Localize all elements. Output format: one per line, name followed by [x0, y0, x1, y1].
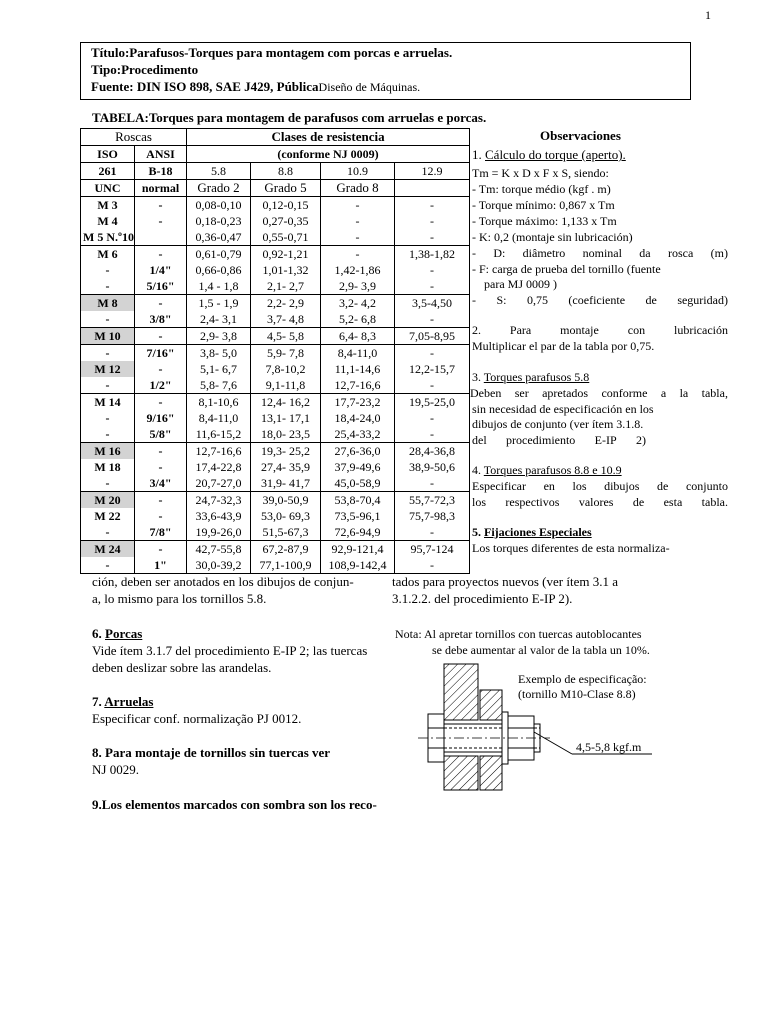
s7-l1: Especificar conf. normalização PJ 0012.: [92, 711, 302, 726]
table-row: [81, 508, 470, 524]
word: en: [543, 479, 555, 493]
table-cell: 11,1-14,6: [321, 361, 395, 377]
table-row: [81, 229, 470, 246]
word: respectivos: [505, 495, 560, 509]
table-cell: 0,55-0,71: [251, 229, 321, 246]
table-row: [81, 475, 470, 492]
word: de: [657, 479, 669, 493]
figure-example-l2: (tornillo M10-Clase 8.8): [518, 687, 636, 701]
s6-l2: deben deslizar sobre las arandelas.: [92, 660, 272, 675]
table-row: [81, 557, 470, 574]
nota-l2: se debe aumentar al valor de la tabla un 10%.: [432, 643, 650, 657]
table-cell: 27,4- 35,9: [251, 459, 321, 475]
table-cell: 18,4-24,0: [321, 410, 395, 426]
table-cell: 17,7-23,2: [321, 394, 395, 411]
table-cell: -: [395, 311, 470, 328]
table-cell: -: [81, 410, 135, 426]
table-cell: 45,0-58,9: [321, 475, 395, 492]
table-cell: 19,3- 25,2: [251, 443, 321, 460]
table-cell: 77,1-100,9: [251, 557, 321, 574]
table-cell: 2,4- 3,1: [187, 311, 251, 328]
bolt-assembly-figure: [400, 662, 690, 792]
table-cell: M 5 N.º10: [81, 229, 135, 246]
table-cell: 11,6-15,2: [187, 426, 251, 443]
torque-table: [80, 128, 470, 574]
table-row: [81, 246, 470, 263]
table-cell: -: [135, 541, 187, 558]
word: tabla.: [701, 495, 728, 509]
table-cell: -: [395, 524, 470, 541]
word: E-IP: [594, 433, 617, 447]
word: procedimiento: [506, 433, 576, 447]
table-cell: M 4: [81, 213, 135, 229]
table-cell: M 8: [81, 295, 135, 312]
plate-left-top: [444, 664, 478, 720]
table-cell: -: [321, 197, 395, 214]
table-cell: 2,1- 2,7: [251, 278, 321, 295]
fuente-bold: Fuente: DIN ISO 898, SAE J429, Pública: [91, 79, 319, 94]
figure-value: 4,5-5,8 kgf.m: [576, 740, 642, 754]
table-cell: 38,9-50,6: [395, 459, 470, 475]
obs-s3: [472, 370, 589, 385]
table-cell: 5/16": [135, 278, 187, 295]
word: de: [645, 293, 657, 307]
table-cell: M 14: [81, 394, 135, 411]
table-cell: M 18: [81, 459, 135, 475]
table-cell: 0,18-0,23: [187, 213, 251, 229]
word: los: [572, 479, 587, 493]
word: diâmetro: [522, 246, 566, 260]
table-cell: -: [395, 475, 470, 492]
word: apretados: [542, 386, 589, 400]
plate-right-top: [480, 690, 502, 720]
table-cell: 18,0- 23,5: [251, 426, 321, 443]
word: montaje: [560, 323, 599, 337]
table-row: [81, 410, 470, 426]
s6-num: 6.: [92, 626, 105, 641]
table-cell: M 3: [81, 197, 135, 214]
word: la: [679, 386, 689, 400]
word: dibujos: [604, 479, 640, 493]
table-row: [81, 459, 470, 475]
cont-l1a: ción, deben ser anotados en los dibujos de conjun-: [92, 574, 354, 589]
obs-s-line: [472, 293, 728, 308]
table-cell: 8,4-11,0: [187, 410, 251, 426]
obs-f2: para MJ 0009 ): [484, 277, 557, 291]
header-clases: Clases de resistencia: [187, 129, 470, 146]
table-cell: -: [135, 197, 187, 214]
table-cell: 33,6-43,9: [187, 508, 251, 524]
obs-s2-line2: Multiplicar el par de la tabla por 0,75.: [472, 339, 655, 353]
table-cell: 51,5-67,3: [251, 524, 321, 541]
table-cell: 12,2-15,7: [395, 361, 470, 377]
table-cell: 9,1-11,8: [251, 377, 321, 394]
obs-s3-l3: dibujos de conjunto (ver ítem 3.1.8.: [472, 417, 644, 431]
header-class-88: 8.8: [251, 163, 321, 180]
table-cell: -: [395, 557, 470, 574]
obs-s1-num: 1.: [472, 147, 485, 162]
table-cell: -: [81, 311, 135, 328]
word: con: [627, 323, 646, 337]
obs-formula: Tm = K x D x F x S, siendo:: [472, 166, 609, 180]
s7-title: Arruelas: [104, 694, 154, 709]
cont-l1b: tados para proyectos nuevos (ver ítem 3.1 a: [392, 574, 618, 589]
table-cell: 3,5-4,50: [395, 295, 470, 312]
table-cell: 13,1- 17,1: [251, 410, 321, 426]
header-conforme: (conforme NJ 0009): [187, 146, 470, 163]
table-cell: 12,4- 16,2: [251, 394, 321, 411]
table-cell: 55,7-72,3: [395, 492, 470, 509]
word: lubricación: [674, 323, 728, 337]
s8-l1: NJ 0029.: [92, 762, 139, 777]
table-cell: M 10: [81, 328, 135, 345]
obs-k: - K: 0,2 (montaje sin lubricación): [472, 230, 633, 244]
table-cell: -: [135, 295, 187, 312]
header-class-129: 12.9: [395, 163, 470, 180]
obs-s4-l1: [472, 479, 728, 494]
table-cell: 2,9- 3,8: [187, 328, 251, 345]
header-fuente: [91, 79, 420, 95]
obs-s5-num: 5.: [472, 525, 484, 539]
table-cell: 1/4": [135, 262, 187, 278]
table-cell: -: [321, 229, 395, 246]
obs-s3-title: Torques parafusos 5.8: [483, 370, 590, 384]
table-row: [81, 541, 470, 558]
table-cell: 7,8-10,2: [251, 361, 321, 377]
table-cell: -: [81, 475, 135, 492]
table-row: [81, 524, 470, 541]
table-cell: M 6: [81, 246, 135, 263]
obs-s2-line: [472, 323, 728, 338]
torque-table-body: [81, 197, 470, 574]
word: tabla,: [701, 386, 728, 400]
header-blank: [395, 180, 470, 197]
table-cell: 67,2-87,9: [251, 541, 321, 558]
table-cell: 1,4 - 1,8: [187, 278, 251, 295]
table-cell: 73,5-96,1: [321, 508, 395, 524]
table-cell: -: [135, 443, 187, 460]
header-grado8: Grado 8: [321, 180, 395, 197]
s6-title: Porcas: [105, 626, 143, 641]
table-cell: -: [81, 524, 135, 541]
word: -: [472, 293, 476, 307]
table-row: [81, 345, 470, 362]
header-b18: B-18: [135, 163, 187, 180]
table-cell: -: [135, 508, 187, 524]
table-cell: -: [135, 361, 187, 377]
table-cell: 3/8": [135, 311, 187, 328]
obs-tmin: - Torque mínimo: 0,867 x Tm: [472, 198, 615, 212]
table-row: [81, 278, 470, 295]
table-row: [81, 443, 470, 460]
table-cell: -: [395, 410, 470, 426]
table-cell: -: [81, 557, 135, 574]
header-unc: UNC: [81, 180, 135, 197]
table-cell: -: [81, 345, 135, 362]
table-cell: 1,42-1,86: [321, 262, 395, 278]
table-cell: 1,5 - 1,9: [187, 295, 251, 312]
header-roscas: Roscas: [81, 129, 187, 146]
table-cell: -: [321, 246, 395, 263]
table-cell: 7,05-8,95: [395, 328, 470, 345]
table-cell: -: [81, 278, 135, 295]
word: valores: [578, 495, 614, 509]
table-cell: 3,2- 4,2: [321, 295, 395, 312]
header-tipo: Tipo:Procedimento: [91, 62, 199, 77]
word: ser: [514, 386, 529, 400]
table-cell: -: [135, 213, 187, 229]
cont-l2a: a, lo mismo para los tornillos 5.8.: [92, 591, 267, 606]
table-cell: 5,8- 7,6: [187, 377, 251, 394]
obs-s3-num: 3.: [472, 370, 484, 384]
header-class-109: 10.9: [321, 163, 395, 180]
header-iso: ISO: [81, 146, 135, 163]
table-cell: 7/8": [135, 524, 187, 541]
table-caption: TABELA:Torques para montagem de parafusos com arruelas e porcas.: [92, 110, 487, 125]
s9-heading: 9.Los elementos marcados con sombra son los reco-: [92, 797, 377, 812]
table-row: [81, 262, 470, 278]
table-cell: 92,9-121,4: [321, 541, 395, 558]
obs-s3-l1: [470, 386, 728, 401]
table-cell: 12,7-16,6: [187, 443, 251, 460]
table-cell: 12,7-16,6: [321, 377, 395, 394]
table-cell: 53,8-70,4: [321, 492, 395, 509]
table-cell: 27,6-36,0: [321, 443, 395, 460]
table-cell: -: [395, 213, 470, 229]
table-cell: -: [81, 262, 135, 278]
table-cell: -: [81, 426, 135, 443]
table-cell: M 24: [81, 541, 135, 558]
header-grado5: Grado 5: [251, 180, 321, 197]
table-cell: 19,9-26,0: [187, 524, 251, 541]
word: Para: [509, 323, 532, 337]
table-cell: [135, 229, 187, 246]
table-cell: 42,7-55,8: [187, 541, 251, 558]
table-cell: -: [81, 377, 135, 394]
table-cell: -: [395, 278, 470, 295]
table-cell: 39,0-50,9: [251, 492, 321, 509]
table-row: [81, 377, 470, 394]
table-cell: 9/16": [135, 410, 187, 426]
word: del: [472, 433, 487, 447]
word: conforme: [601, 386, 648, 400]
obs-s3-l4: [472, 433, 646, 448]
obs-s5: [472, 525, 592, 540]
table-row: [81, 311, 470, 328]
table-cell: 1,38-1,82: [395, 246, 470, 263]
plate-left-bottom: [444, 756, 478, 790]
s6-heading: [92, 626, 142, 642]
table-cell: 19,5-25,0: [395, 394, 470, 411]
table-cell: 25,4-33,2: [321, 426, 395, 443]
header-grado2: Grado 2: [187, 180, 251, 197]
header-ansi: ANSI: [135, 146, 187, 163]
table-cell: M 22: [81, 508, 135, 524]
table-cell: -: [135, 459, 187, 475]
word: esta: [663, 495, 683, 509]
word: rosca: [667, 246, 694, 260]
table-row: [81, 492, 470, 509]
word: (coeficiente: [568, 293, 626, 307]
word: conjunto: [685, 479, 728, 493]
word: nominal: [582, 246, 622, 260]
table-cell: 37,9-49,6: [321, 459, 395, 475]
word: 2.: [472, 323, 481, 337]
table-cell: -: [395, 262, 470, 278]
table-cell: -: [395, 377, 470, 394]
table-cell: 0,08-0,10: [187, 197, 251, 214]
table-cell: 8,1-10,6: [187, 394, 251, 411]
word: -: [472, 246, 476, 260]
table-cell: 1,01-1,32: [251, 262, 321, 278]
table-row: [81, 426, 470, 443]
table-row: [81, 295, 470, 312]
obs-tmax: - Torque máximo: 1,133 x Tm: [472, 214, 617, 228]
table-cell: 5,9- 7,8: [251, 345, 321, 362]
table-cell: 30,0-39,2: [187, 557, 251, 574]
table-cell: 17,4-22,8: [187, 459, 251, 475]
table-row: [81, 394, 470, 411]
table-cell: 20,7-27,0: [187, 475, 251, 492]
cont-l2b: 3.1.2.2. del procedimiento E-IP 2).: [392, 591, 573, 606]
word: S:: [496, 293, 507, 307]
table-cell: 3,8- 5,0: [187, 345, 251, 362]
obs-tm: - Tm: torque médio (kgf . m): [472, 182, 611, 196]
word: a: [660, 386, 667, 400]
page-number: 1: [705, 8, 711, 22]
obs-s1-title: Cálculo do torque (aperto).: [485, 147, 626, 162]
obs-s1: [472, 147, 626, 163]
word: Especificar: [472, 479, 526, 493]
word: de: [632, 495, 645, 509]
table-cell: M 12: [81, 361, 135, 377]
table-cell: 2,9- 3,9: [321, 278, 395, 295]
obs-f1: - F: carga de prueba del tornillo (fuente: [472, 262, 661, 276]
word: da: [639, 246, 651, 260]
header-261: 261: [81, 163, 135, 180]
table-row: [81, 197, 470, 214]
obs-s3-l2: sin necesidad de especificación en los: [472, 402, 654, 416]
word: 2): [635, 433, 646, 447]
table-cell: 0,36-0,47: [187, 229, 251, 246]
s7-heading: [92, 694, 153, 710]
table-cell: 5/8": [135, 426, 187, 443]
nota-l1: Nota: Al apretar tornillos con tuercas autoblocantes: [395, 627, 642, 641]
table-row: [81, 328, 470, 345]
document-header-box: [80, 42, 691, 100]
table-cell: 28,4-36,8: [395, 443, 470, 460]
word: D:: [493, 246, 506, 260]
table-row: [81, 361, 470, 377]
table-cell: -: [135, 246, 187, 263]
table-cell: -: [321, 213, 395, 229]
s7-num: 7.: [92, 694, 105, 709]
table-cell: 0,61-0,79: [187, 246, 251, 263]
table-cell: 24,7-32,3: [187, 492, 251, 509]
table-cell: 75,7-98,3: [395, 508, 470, 524]
table-cell: 0,27-0,35: [251, 213, 321, 229]
figure-example-l1: Exemplo de especificação:: [518, 672, 647, 686]
table-cell: -: [135, 328, 187, 345]
word: 0,75: [526, 293, 548, 307]
table-cell: 4,5- 5,8: [251, 328, 321, 345]
header-normal: normal: [135, 180, 187, 197]
table-cell: 5,1- 6,7: [187, 361, 251, 377]
obs-title: Observaciones: [540, 128, 621, 143]
obs-s5-title: Fijaciones Especiales: [484, 525, 592, 539]
table-cell: M 20: [81, 492, 135, 509]
obs-s4-num: 4.: [472, 463, 484, 477]
header-class-58: 5.8: [187, 163, 251, 180]
table-cell: 7/16": [135, 345, 187, 362]
table-cell: 3,7- 4,8: [251, 311, 321, 328]
table-cell: M 16: [81, 443, 135, 460]
s6-l1: Vide ítem 3.1.7 del procedimiento E-IP 2; las tuercas: [92, 643, 368, 658]
table-cell: -: [135, 394, 187, 411]
table-cell: 1/2": [135, 377, 187, 394]
table-cell: 8,4-11,0: [321, 345, 395, 362]
table-cell: 6,4- 8,3: [321, 328, 395, 345]
table-cell: 1": [135, 557, 187, 574]
table-cell: 3/4": [135, 475, 187, 492]
s8-heading: 8. Para montaje de tornillos sin tuercas ver: [92, 745, 331, 760]
table-cell: -: [395, 229, 470, 246]
table-cell: 108,9-142,4: [321, 557, 395, 574]
table-cell: 72,6-94,9: [321, 524, 395, 541]
table-row: [81, 213, 470, 229]
word: los: [472, 495, 487, 509]
table-cell: -: [395, 426, 470, 443]
table-cell: 95,7-124: [395, 541, 470, 558]
table-cell: 5,2- 6,8: [321, 311, 395, 328]
fuente-normal: Diseño de Máquinas.: [318, 80, 421, 94]
table-cell: 53,0- 69,3: [251, 508, 321, 524]
table-cell: -: [135, 492, 187, 509]
table-cell: -: [395, 197, 470, 214]
table-cell: 2,2- 2,9: [251, 295, 321, 312]
obs-d-line: [472, 246, 728, 261]
table-cell: 0,92-1,21: [251, 246, 321, 263]
obs-s5-l1: Los torques diferentes de esta normaliza-: [472, 541, 670, 555]
table-cell: -: [395, 345, 470, 362]
obs-s4-title: Torques parafusos 8.8 e 10.9: [483, 463, 622, 477]
plate-right-bottom: [480, 756, 502, 790]
table-cell: 0,12-0,15: [251, 197, 321, 214]
header-titulo: Título:Parafusos-Torques para montagem com porcas e arruelas.: [91, 45, 453, 60]
word: (m): [710, 246, 728, 260]
table-cell: 0,66-0,86: [187, 262, 251, 278]
obs-s4-l2: [472, 495, 728, 510]
table-cell: 31,9- 41,7: [251, 475, 321, 492]
word: seguridad): [677, 293, 728, 307]
word: Deben: [470, 386, 502, 400]
obs-s4: [472, 463, 622, 478]
